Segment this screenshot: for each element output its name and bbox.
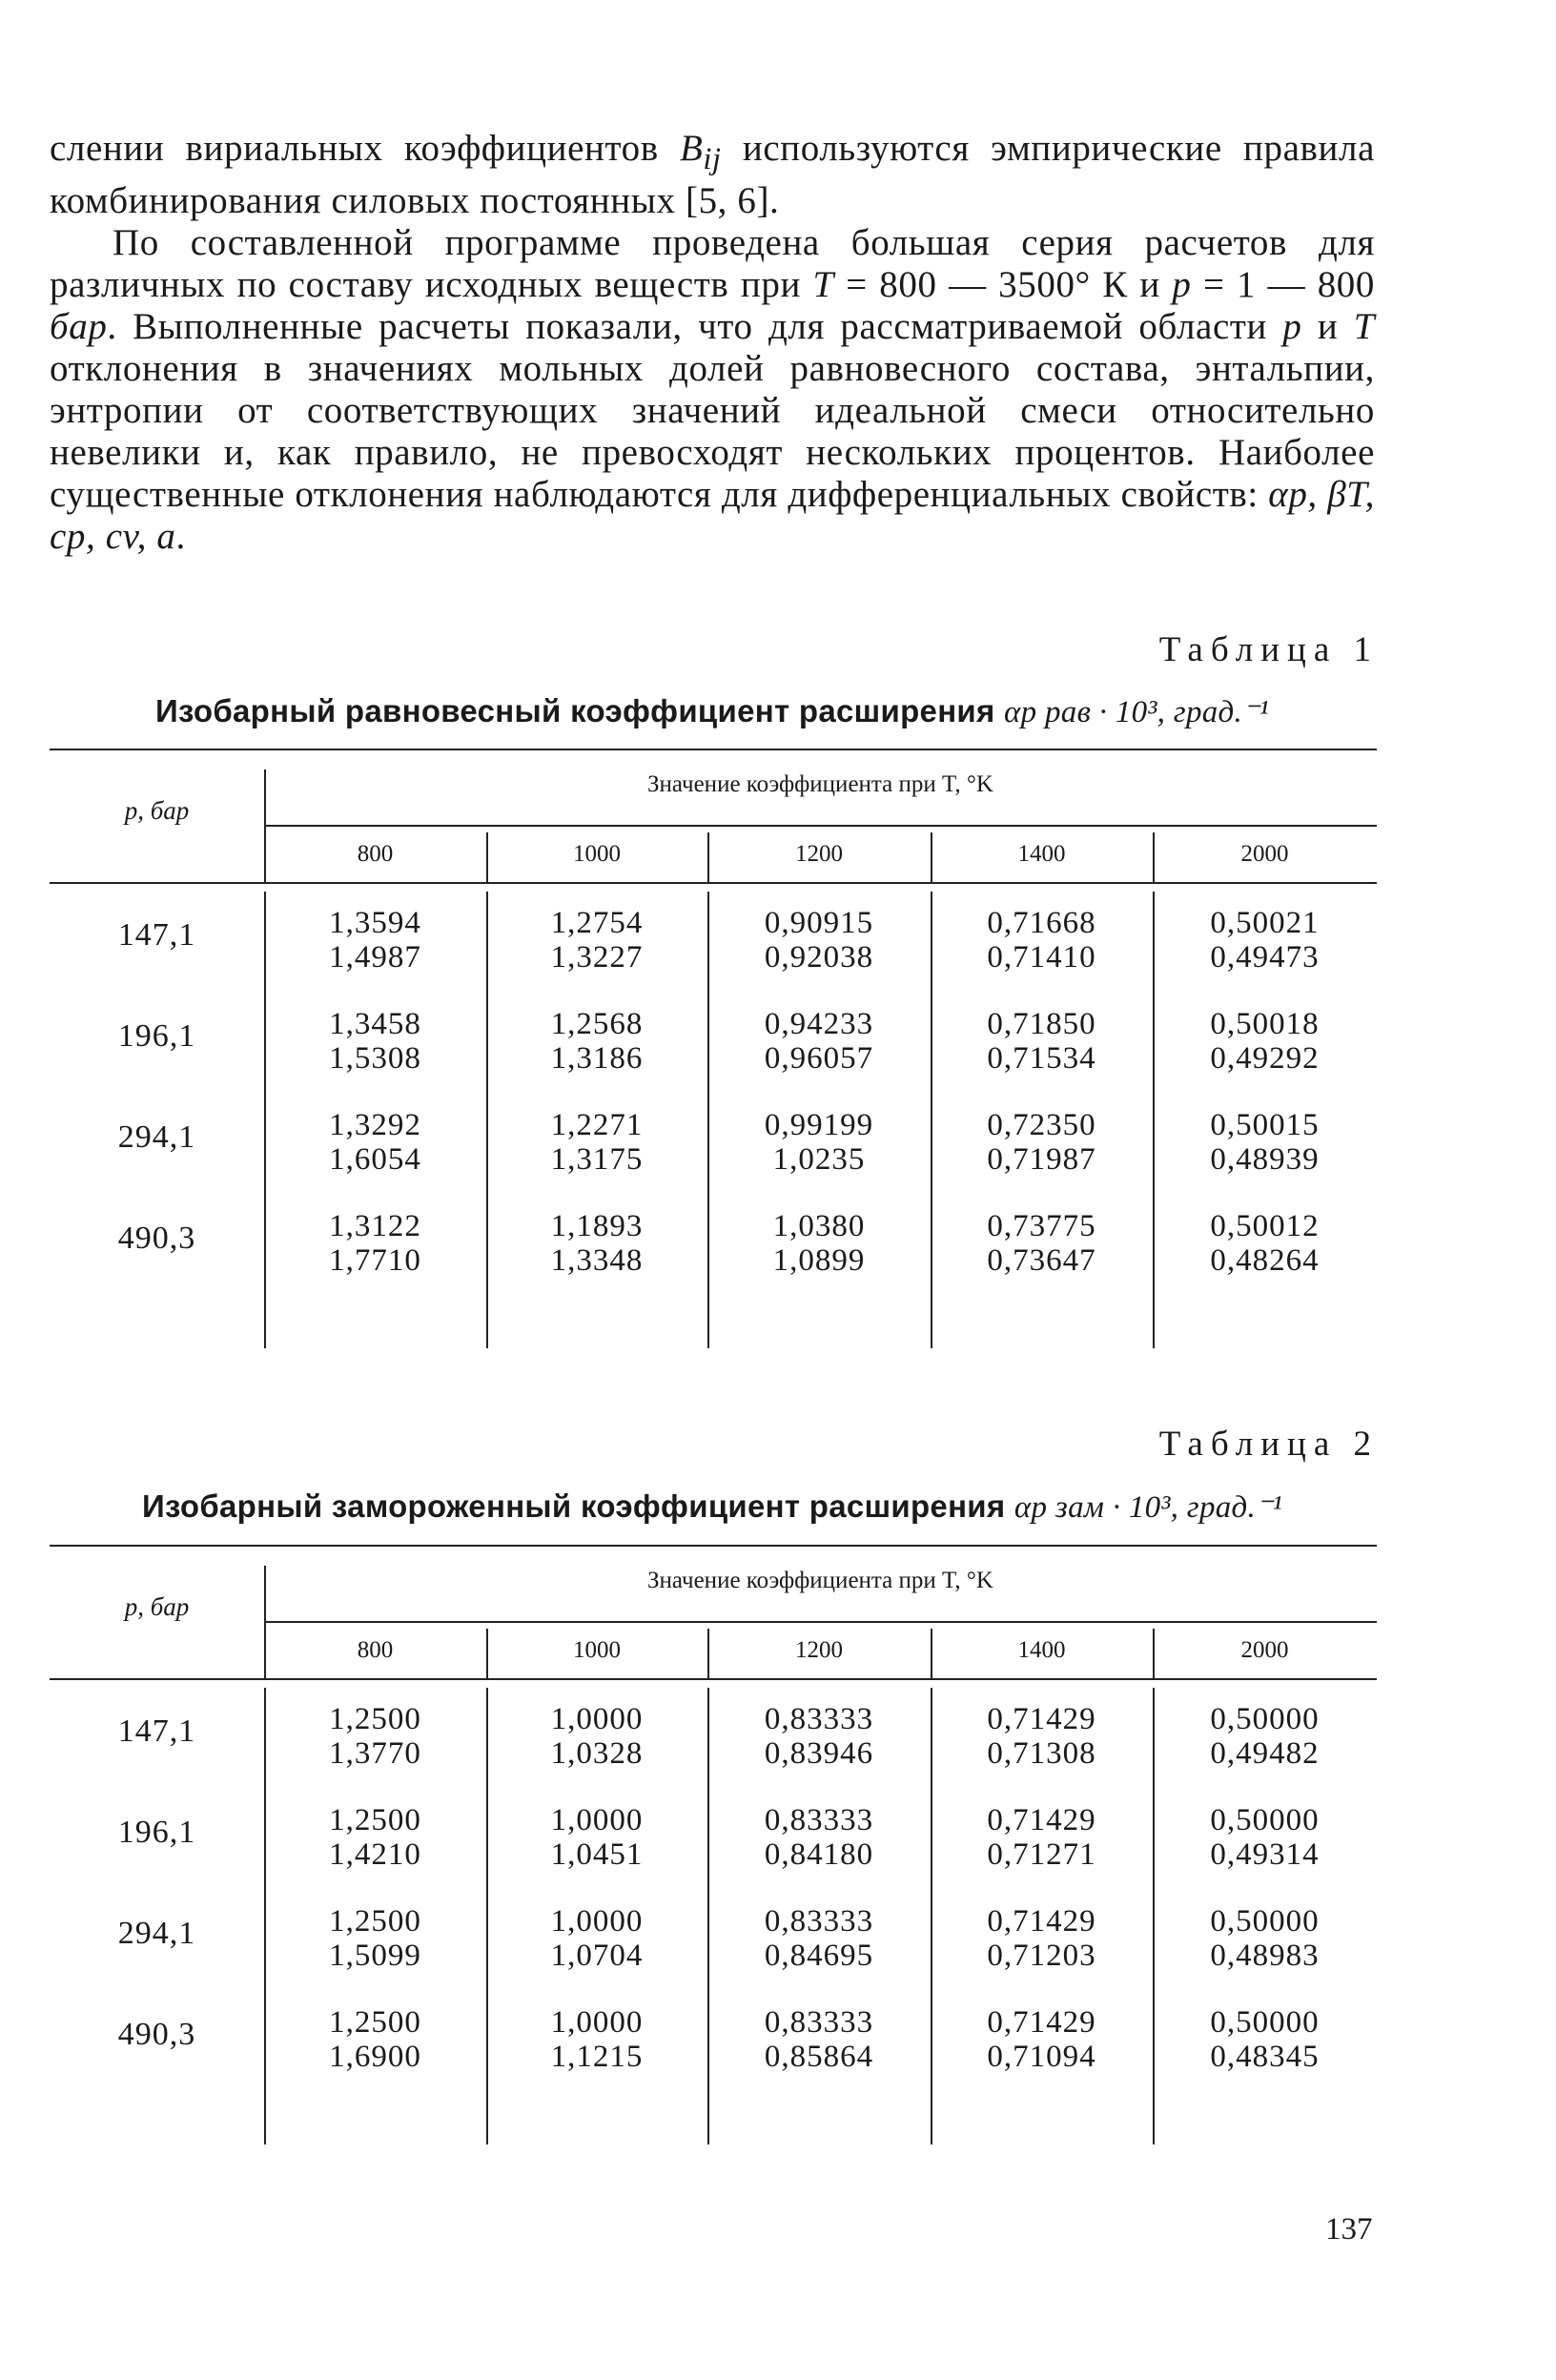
value-cell-lower: 0,71410 <box>987 940 1096 975</box>
value-cell-lower: 0,71271 <box>987 1837 1096 1872</box>
value-cell-lower: 0,96057 <box>764 1041 874 1076</box>
temp-header-1000: 1000 <box>573 841 621 867</box>
paragraph-2: По составленной программе проведена большая серия расчетов для различных по составу исходных веществ при T = 800 — 3500° К и p = 1 — 800 бар. Выполненные расчеты показали, что для рассматриваемой области p и T отклонения в значениях мольных долей равновесного состава, энтальпии, энтропии от соответствующих значений идеальной смеси относительно невелики и, как правило, не превосходят нескольких процентов. Наиболее существенные отклонения наблюдаются для дифференциальных свойств: αp, βT, cp, cv, a. <box>50 221 1376 557</box>
value-cell-upper: 0,50021 <box>1210 906 1320 940</box>
value-cell-lower: 1,6900 <box>329 2040 421 2074</box>
value-cell-lower: 0,73647 <box>987 1243 1096 1278</box>
value-cell-upper: 0,73775 <box>987 1209 1096 1243</box>
header-mid-rule <box>264 825 1377 827</box>
temp-header-1000: 1000 <box>573 1637 621 1663</box>
value-cell-upper: 0,71429 <box>987 2005 1096 2040</box>
value-cell-lower: 0,49314 <box>1210 1837 1320 1872</box>
table-2-label: Таблица 2 <box>1158 1425 1379 1464</box>
header-bottom-rule <box>50 1678 1377 1680</box>
value-cell-lower: 1,3770 <box>329 1736 421 1771</box>
p-column-header: p, бар <box>124 1592 190 1621</box>
value-cell-lower: 0,49292 <box>1210 1041 1320 1076</box>
table-2-unit: αp зам · 10³, град.⁻¹ <box>1013 1490 1283 1525</box>
pressure-cell: 196,1 <box>117 1018 196 1054</box>
value-cell-lower: 0,49473 <box>1210 940 1320 975</box>
value-cell-upper: 1,2568 <box>550 1007 644 1041</box>
temp-header-800: 800 <box>357 1637 394 1663</box>
value-cell-upper: 1,3122 <box>329 1209 421 1243</box>
value-cell-upper: 1,3292 <box>329 1108 421 1142</box>
pressure-cell: 490,3 <box>117 2017 196 2052</box>
value-cell-upper: 0,72350 <box>987 1108 1096 1142</box>
value-cell-lower: 0,48264 <box>1210 1243 1320 1278</box>
table-top-rule <box>50 749 1377 750</box>
value-cell-upper: 1,2500 <box>329 1803 421 1837</box>
value-cell-lower: 1,4210 <box>329 1837 421 1872</box>
value-cell-upper: 1,2271 <box>550 1108 644 1142</box>
value-cell-lower: 0,71987 <box>987 1142 1096 1177</box>
value-cell-upper: 1,3594 <box>329 906 421 940</box>
pressure-cell: 294,1 <box>117 1119 196 1155</box>
value-cell-lower: 0,49482 <box>1210 1736 1320 1771</box>
temp-header-1200: 1200 <box>795 841 843 867</box>
value-cell-lower: 1,3186 <box>550 1041 644 1076</box>
header-mid-rule <box>264 1621 1377 1623</box>
table-top-rule <box>50 1545 1377 1547</box>
value-cell-upper: 0,50000 <box>1210 2005 1320 2040</box>
value-cell-lower: 1,0328 <box>550 1736 644 1771</box>
value-cell-upper: 0,83333 <box>764 1803 874 1837</box>
value-cell-lower: 0,83946 <box>764 1736 874 1771</box>
value-cell-lower: 1,7710 <box>329 1243 421 1278</box>
pressure-cell: 490,3 <box>117 1221 196 1256</box>
pressure-cell: 147,1 <box>117 917 196 953</box>
value-cell-lower: 1,3175 <box>550 1142 644 1177</box>
value-cell-upper: 0,50000 <box>1210 1904 1320 1939</box>
value-cell-upper: 0,83333 <box>764 1702 874 1736</box>
value-cell-lower: 0,71534 <box>987 1041 1096 1076</box>
value-cell-upper: 0,71429 <box>987 1803 1096 1837</box>
value-cell-upper: 0,90915 <box>764 906 874 940</box>
value-cell-lower: 1,0704 <box>550 1939 644 1973</box>
value-cell-lower: 0,84695 <box>764 1939 874 1973</box>
value-cell-lower: 1,4987 <box>329 940 421 975</box>
value-cell-upper: 0,99199 <box>764 1108 874 1142</box>
value-cell-upper: 1,2500 <box>329 2005 421 2040</box>
value-cell-upper: 0,50018 <box>1210 1007 1320 1041</box>
value-cell-upper: 1,2754 <box>550 906 644 940</box>
temp-header-2000: 2000 <box>1240 1637 1289 1663</box>
table-1-unit: αp рав · 10³, град.⁻¹ <box>1004 695 1270 729</box>
value-cell-lower: 1,6054 <box>329 1142 421 1177</box>
table-2 <box>50 1545 1377 2174</box>
value-cell-lower: 0,84180 <box>764 1837 874 1872</box>
temp-header-1400: 1400 <box>1017 1637 1066 1663</box>
value-cell-upper: 1,0380 <box>772 1209 866 1243</box>
value-cell-upper: 0,50000 <box>1210 1702 1320 1736</box>
value-cell-upper: 0,71429 <box>987 1904 1096 1939</box>
temp-header-800: 800 <box>357 841 394 867</box>
value-cell-lower: 1,5099 <box>329 1939 421 1973</box>
value-cell-upper: 0,94233 <box>764 1007 874 1041</box>
temperature-group-header: Значение коэффициента при T, °K <box>647 1568 993 1593</box>
table-2-caption: Изобарный замороженный коэффициент расширения αp зам · 10³, град.⁻¹ <box>141 1488 1283 1525</box>
value-cell-upper: 1,3458 <box>329 1007 421 1041</box>
value-cell-upper: 1,2500 <box>329 1702 421 1736</box>
value-cell-upper: 0,71429 <box>987 1702 1096 1736</box>
body-text <box>50 128 1375 558</box>
value-cell-lower: 1,0451 <box>550 1837 644 1872</box>
pressure-cell: 147,1 <box>117 1713 196 1749</box>
value-cell-lower: 1,3348 <box>550 1243 644 1278</box>
temp-header-1200: 1200 <box>795 1637 843 1663</box>
value-cell-upper: 0,71850 <box>987 1007 1096 1041</box>
value-cell-upper: 0,50015 <box>1210 1108 1320 1142</box>
value-cell-lower: 1,0235 <box>772 1142 866 1177</box>
value-cell-lower: 1,0899 <box>772 1243 866 1278</box>
p-column-header: p, бар <box>124 796 190 825</box>
value-cell-upper: 1,1893 <box>550 1209 644 1243</box>
value-cell-lower: 0,48939 <box>1210 1142 1320 1177</box>
table-1-label: Таблица 1 <box>1158 630 1379 669</box>
table-1 <box>50 749 1377 1383</box>
temp-header-1400: 1400 <box>1017 841 1066 867</box>
temp-header-2000: 2000 <box>1240 841 1289 867</box>
value-cell-lower: 1,3227 <box>550 940 644 975</box>
value-cell-upper: 1,0000 <box>550 2005 644 2040</box>
value-cell-upper: 1,0000 <box>550 1702 644 1736</box>
value-cell-upper: 0,83333 <box>764 2005 874 2040</box>
value-cell-upper: 1,2500 <box>329 1904 421 1939</box>
value-cell-upper: 0,50012 <box>1210 1209 1320 1243</box>
value-cell-lower: 0,48983 <box>1210 1939 1320 1973</box>
value-cell-upper: 0,83333 <box>764 1904 874 1939</box>
paragraph-1: слении вириальных коэффициентов $B_{ij}$ используются эмпирические правила комбинирования силовых постоянных [5, 6]. <box>50 128 1375 221</box>
value-cell-upper: 0,71668 <box>987 906 1096 940</box>
value-cell-upper: 1,0000 <box>550 1803 644 1837</box>
pressure-cell: 294,1 <box>117 1916 196 1951</box>
table-1-caption: Изобарный равновесный коэффициент расширения αp рав · 10³, град.⁻¹ <box>154 693 1270 729</box>
temperature-group-header: Значение коэффициента при T, °K <box>647 771 993 797</box>
value-cell-lower: 1,1215 <box>550 2040 644 2074</box>
value-cell-upper: 1,0000 <box>550 1904 644 1939</box>
page-number: 137 <box>1325 2212 1373 2247</box>
value-cell-upper: 0,50000 <box>1210 1803 1320 1837</box>
value-cell-lower: 0,85864 <box>764 2040 874 2074</box>
value-cell-lower: 0,71094 <box>987 2040 1096 2074</box>
value-cell-lower: 0,71308 <box>987 1736 1096 1771</box>
pressure-cell: 196,1 <box>117 1815 196 1850</box>
value-cell-lower: 0,92038 <box>764 940 874 975</box>
header-bottom-rule <box>50 882 1377 884</box>
value-cell-lower: 0,48345 <box>1210 2040 1320 2074</box>
value-cell-lower: 0,71203 <box>987 1939 1096 1973</box>
value-cell-lower: 1,5308 <box>329 1041 421 1076</box>
